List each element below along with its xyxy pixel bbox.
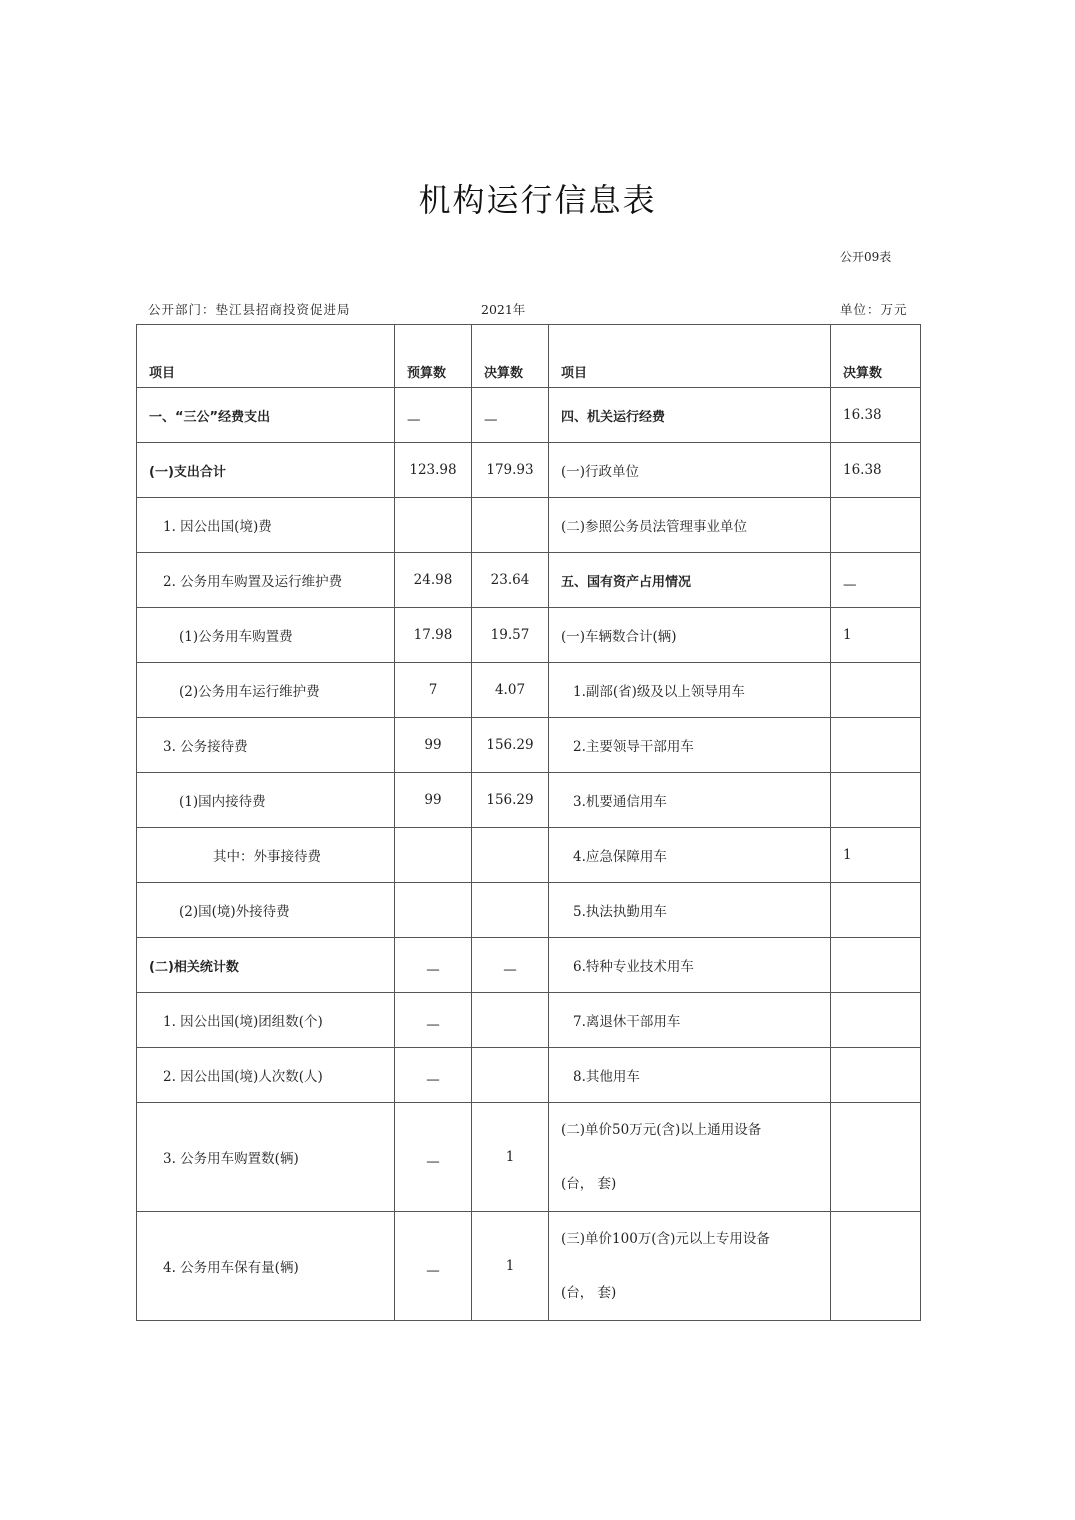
table-row bbox=[137, 553, 921, 608]
table-row bbox=[137, 773, 921, 828]
right-value: 16.38 bbox=[831, 388, 921, 443]
final-value bbox=[472, 883, 549, 938]
budget-value: 24.98 bbox=[395, 553, 472, 608]
table-row bbox=[137, 608, 921, 663]
left-item: 3. 公务用车购置数(辆) bbox=[137, 1103, 395, 1212]
table-row bbox=[137, 1103, 921, 1212]
right-value: 1 bbox=[831, 828, 921, 883]
table-row bbox=[137, 718, 921, 773]
table-row bbox=[137, 1212, 921, 1321]
right-item: (一)行政单位 bbox=[549, 443, 831, 498]
left-item: (二)相关统计数 bbox=[137, 938, 395, 993]
right-item: 5.执法执勤用车 bbox=[549, 883, 831, 938]
header-budget: 预算数 bbox=[395, 325, 472, 388]
table-row bbox=[137, 388, 921, 443]
left-item: 2. 因公出国(境)人次数(人) bbox=[137, 1048, 395, 1103]
right-value bbox=[831, 1103, 921, 1212]
final-value bbox=[472, 828, 549, 883]
budget-value: — bbox=[395, 993, 472, 1048]
right-value bbox=[831, 498, 921, 553]
final-value: 1 bbox=[472, 1212, 549, 1321]
header-final: 决算数 bbox=[472, 325, 549, 388]
right-value bbox=[831, 773, 921, 828]
right-item: 1.副部(省)级及以上领导用车 bbox=[549, 663, 831, 718]
department-label: 公开部门：垫江县招商投资促进局 bbox=[148, 302, 351, 317]
budget-value: 17.98 bbox=[395, 608, 472, 663]
right-item: 2.主要领导干部用车 bbox=[549, 718, 831, 773]
left-item: (1)国内接待费 bbox=[137, 773, 395, 828]
left-item: (一)支出合计 bbox=[137, 443, 395, 498]
right-item: (三)单价100万(含)元以上专用设备 (台， 套) bbox=[549, 1212, 831, 1321]
right-value bbox=[831, 718, 921, 773]
right-value bbox=[831, 1048, 921, 1103]
budget-value: 99 bbox=[395, 773, 472, 828]
right-item: (二)参照公务员法管理事业单位 bbox=[549, 498, 831, 553]
right-value bbox=[831, 663, 921, 718]
table-row bbox=[137, 993, 921, 1048]
budget-value: — bbox=[395, 938, 472, 993]
left-item: 1. 因公出国(境)费 bbox=[137, 498, 395, 553]
right-item: 4.应急保障用车 bbox=[549, 828, 831, 883]
right-item: 6.特种专业技术用车 bbox=[549, 938, 831, 993]
right-item: 五、国有资产占用情况 bbox=[549, 553, 831, 608]
budget-value bbox=[395, 883, 472, 938]
budget-value bbox=[395, 828, 472, 883]
right-value: 16.38 bbox=[831, 443, 921, 498]
final-value bbox=[472, 498, 549, 553]
final-value: 23.64 bbox=[472, 553, 549, 608]
header-right-final: 决算数 bbox=[831, 325, 921, 388]
final-value: 1 bbox=[472, 1103, 549, 1212]
table-row bbox=[137, 883, 921, 938]
final-value: 19.57 bbox=[472, 608, 549, 663]
right-item: 7.离退休干部用车 bbox=[549, 993, 831, 1048]
year-label: 2021年 bbox=[481, 302, 526, 317]
table-row bbox=[137, 828, 921, 883]
table-row bbox=[137, 938, 921, 993]
left-item: 2. 公务用车购置及运行维护费 bbox=[137, 553, 395, 608]
right-item: 四、机关运行经费 bbox=[549, 388, 831, 443]
right-item: (一)车辆数合计(辆) bbox=[549, 608, 831, 663]
right-value: 1 bbox=[831, 608, 921, 663]
final-value: 156.29 bbox=[472, 718, 549, 773]
final-value bbox=[472, 993, 549, 1048]
left-item: 其中：外事接待费 bbox=[137, 828, 395, 883]
budget-value: — bbox=[395, 1212, 472, 1321]
table-header-row bbox=[137, 325, 921, 388]
right-value: — bbox=[831, 553, 921, 608]
left-item: 4. 公务用车保有量(辆) bbox=[137, 1212, 395, 1321]
left-item: 1. 因公出国(境)团组数(个) bbox=[137, 993, 395, 1048]
table-row bbox=[137, 1048, 921, 1103]
left-item: (2)公务用车运行维护费 bbox=[137, 663, 395, 718]
budget-value: 99 bbox=[395, 718, 472, 773]
operation-info-table bbox=[136, 324, 921, 1321]
left-item: (1)公务用车购置费 bbox=[137, 608, 395, 663]
budget-value: — bbox=[395, 388, 472, 443]
right-item: 3.机要通信用车 bbox=[549, 773, 831, 828]
header-left-item: 项目 bbox=[137, 325, 395, 388]
table-row bbox=[137, 663, 921, 718]
right-value bbox=[831, 1212, 921, 1321]
budget-value bbox=[395, 498, 472, 553]
right-item: 8.其他用车 bbox=[549, 1048, 831, 1103]
right-item: (二)单价50万元(含)以上通用设备 (台， 套) bbox=[549, 1103, 831, 1212]
final-value: 179.93 bbox=[472, 443, 549, 498]
budget-value: — bbox=[395, 1103, 472, 1212]
budget-value: 7 bbox=[395, 663, 472, 718]
unit-label: 单位：万元 bbox=[840, 302, 908, 317]
page-title: 机构运行信息表 bbox=[418, 181, 657, 219]
left-item: (2)国(境)外接待费 bbox=[137, 883, 395, 938]
table-row bbox=[137, 498, 921, 553]
final-value bbox=[472, 1048, 549, 1103]
budget-value: — bbox=[395, 1048, 472, 1103]
final-value: — bbox=[472, 388, 549, 443]
final-value: 156.29 bbox=[472, 773, 549, 828]
table-code: 公开09表 bbox=[840, 250, 892, 264]
table-row bbox=[137, 443, 921, 498]
right-value bbox=[831, 938, 921, 993]
final-value: 4.07 bbox=[472, 663, 549, 718]
right-value bbox=[831, 883, 921, 938]
header-right-item: 项目 bbox=[549, 325, 831, 388]
left-item: 一、“三公”经费支出 bbox=[137, 388, 395, 443]
left-item: 3. 公务接待费 bbox=[137, 718, 395, 773]
budget-value: 123.98 bbox=[395, 443, 472, 498]
final-value: — bbox=[472, 938, 549, 993]
right-value bbox=[831, 993, 921, 1048]
